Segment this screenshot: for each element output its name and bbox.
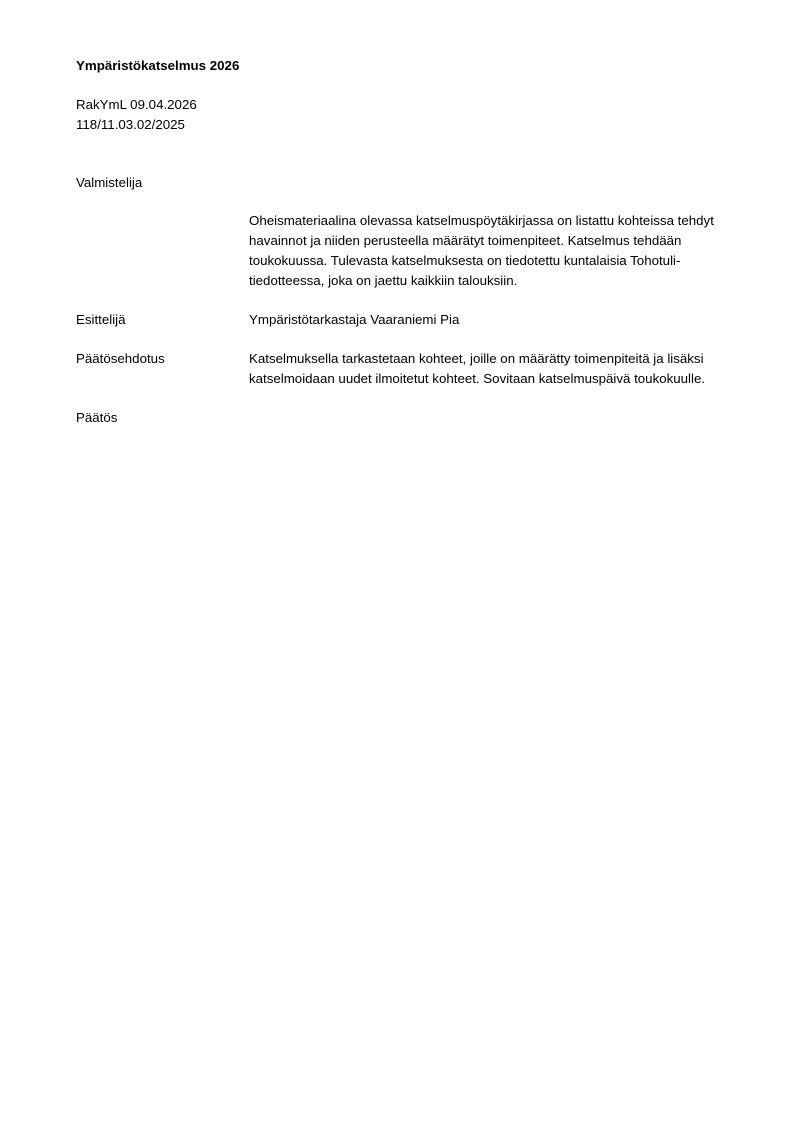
proposal-label: Päätösehdotus xyxy=(76,351,165,366)
presenter-label: Esittelijä xyxy=(76,312,126,327)
case-number: 118/11.03.02/2025 xyxy=(76,117,185,132)
decision-label: Päätös xyxy=(76,410,118,425)
meeting-reference: RakYmL 09.04.2026 xyxy=(76,97,197,112)
presenter-text: Ympäristötarkastaja Vaaraniemi Pia xyxy=(249,312,460,327)
preparer-row xyxy=(76,173,756,193)
proposal-row xyxy=(76,349,756,389)
presenter-row xyxy=(76,310,756,330)
document-meta xyxy=(76,95,756,135)
preparer-label: Valmistelija xyxy=(76,175,143,190)
preparer-text: Oheismateriaalina olevassa katselmuspöytäkirjassa on listattu kohteissa tehdyt havainnot ja niiden perusteella määrätyt toimenpiteet. Katselmus tehdään toukokuussa. Tulevasta katselmuksesta on tiedotettu kuntalaisia Tohotuli-tiedotteessa, joka on jaettu kaikkiin talouksiin. xyxy=(249,213,714,288)
proposal-text: Katselmuksella tarkastetaan kohteet, joille on määrätty toimenpiteitä ja lisäksi katselmoidaan uudet ilmoitetut kohteet. Sovitaan katselmuspäivä toukokuulle. xyxy=(249,351,706,386)
document-page xyxy=(76,56,756,428)
decision-row xyxy=(76,408,756,428)
document-title: Ympäristökatselmus 2026 xyxy=(76,58,240,73)
